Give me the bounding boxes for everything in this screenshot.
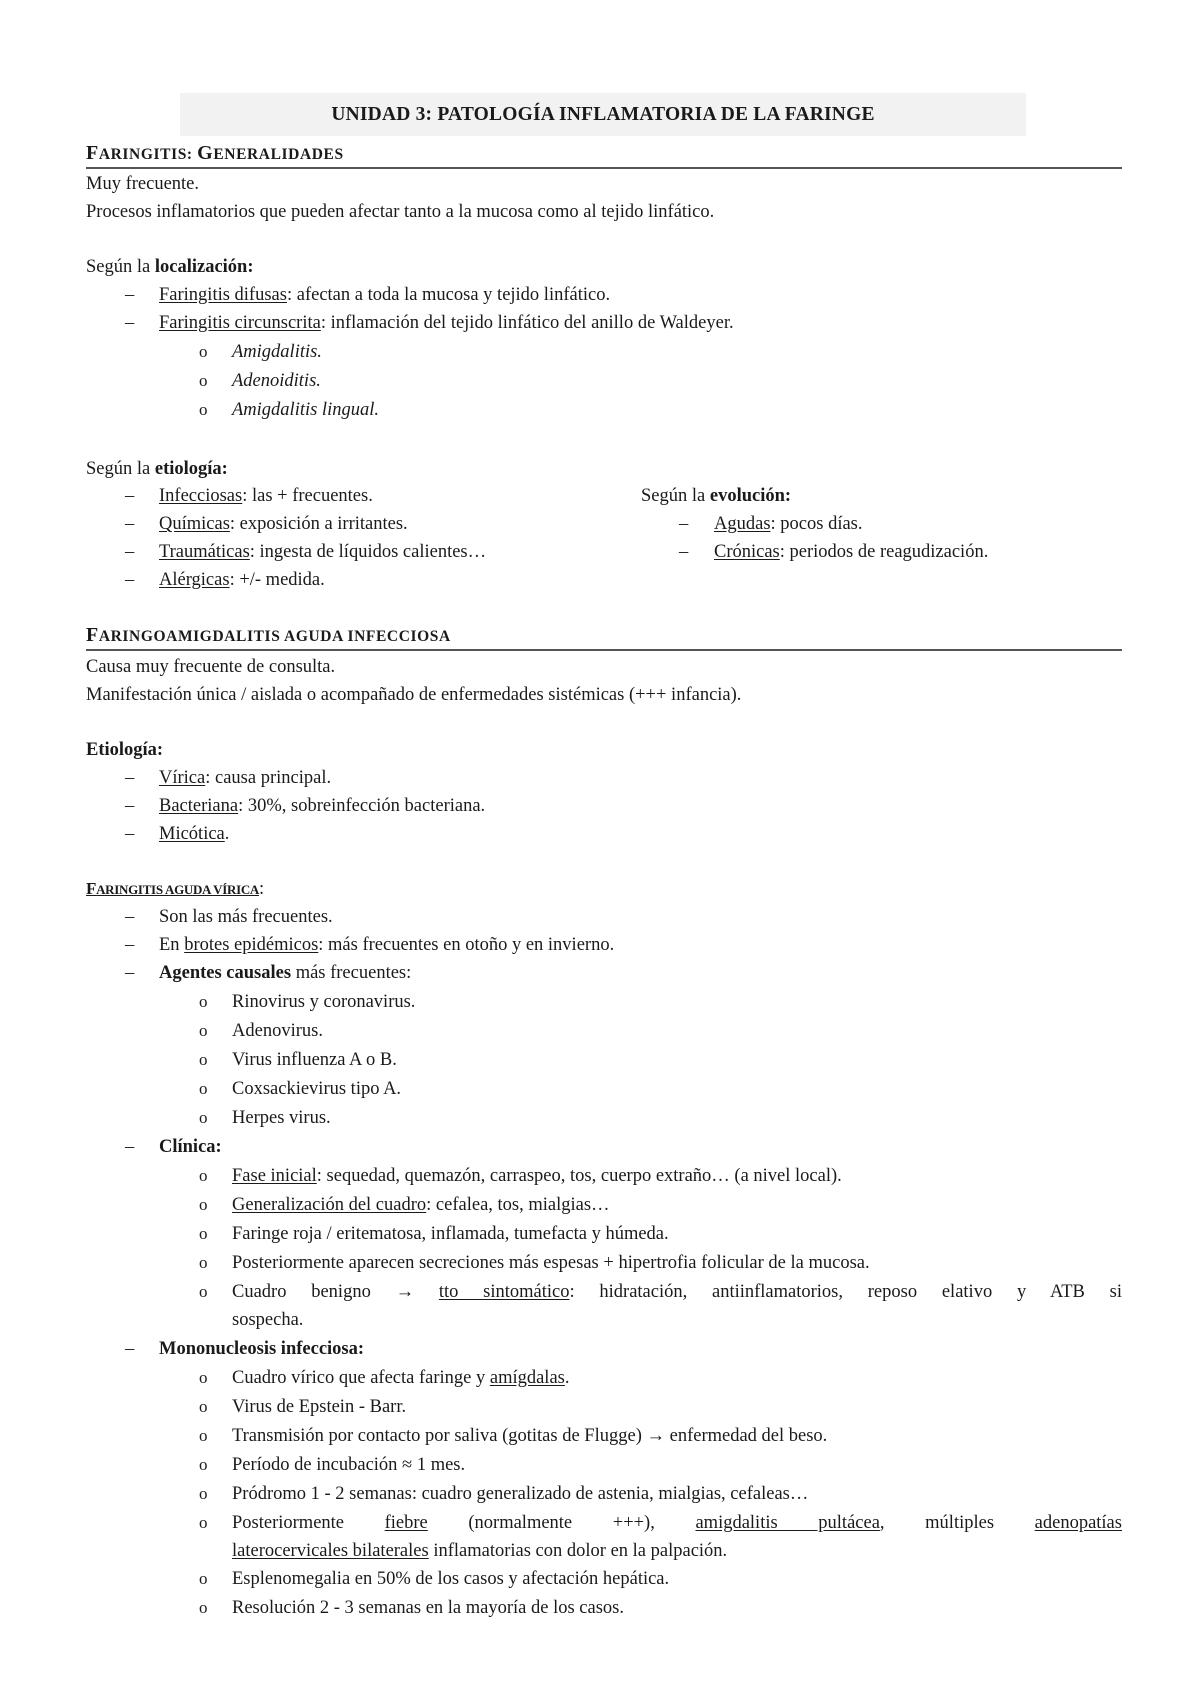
list-item: Transmisión por contacto por saliva (gotitas de Flugge) → enfermedad del beso. xyxy=(232,1426,828,1446)
list-item: – xyxy=(125,1137,135,1157)
list-item: – xyxy=(125,486,135,506)
list-item: Bacteriana: 30%, sobreinfección bacteriana. xyxy=(159,796,486,816)
list-item: Generalización del cuadro: cefalea, tos, mialgias… xyxy=(232,1195,610,1215)
list-item: – xyxy=(125,570,135,590)
list-item: Faringitis difusas: afectan a toda la mucosa y tejido linfático. xyxy=(159,285,611,305)
list-item: Amigdalitis. xyxy=(232,342,322,362)
list-item: Químicas: exposición a irritantes. xyxy=(159,514,408,534)
paragraph: Manifestación única / aislada o acompañado de enfermedades sistémicas (+++ infancia). xyxy=(86,685,742,705)
list-item: – xyxy=(125,313,135,333)
list-item: Infecciosas: las + frecuentes. xyxy=(159,486,373,506)
list-item: Faringitis circunscrita: inflamación del tejido linfático del anillo de Waldeyer. xyxy=(159,313,734,333)
list-item: – xyxy=(125,514,135,534)
list-item: Resolución 2 - 3 semanas en la mayoría de los casos. xyxy=(232,1598,624,1618)
list-item: Alérgicas: +/- medida. xyxy=(159,570,325,590)
list-item: Pródromo 1 - 2 semanas: cuadro generalizado de astenia, mialgias, cefaleas… xyxy=(232,1484,809,1504)
list-item: – xyxy=(125,907,135,927)
list-item: – xyxy=(125,824,135,844)
mononucleosis-label: Mononucleosis infecciosa: xyxy=(159,1339,365,1359)
list-item: – xyxy=(679,542,689,562)
list-item: Virus influenza A o B. xyxy=(232,1050,397,1070)
list-item: – xyxy=(679,514,689,534)
list-item: – xyxy=(125,1339,135,1359)
list-item: Cuadro vírico que afecta faringe y amígdalas. xyxy=(232,1368,570,1388)
list-item: – xyxy=(125,935,135,955)
list-item: Crónicas: periodos de reagudización. xyxy=(714,542,989,562)
list-item: Agentes causales más frecuentes: xyxy=(159,963,412,983)
list-item: En brotes epidémicos: más frecuentes en otoño y en invierno. xyxy=(159,935,615,955)
paragraph: Procesos inflamatorios que pueden afectar tanto a la mucosa como al tejido linfático. xyxy=(86,202,715,222)
list-item: Traumáticas: ingesta de líquidos calientes… xyxy=(159,542,487,562)
list-item: Posteriormente fiebre (normalmente +++), amigdalitis pultácea, múltiples adenopatías xyxy=(232,1513,1122,1533)
list-item: Coxsackievirus tipo A. xyxy=(232,1079,402,1099)
list-item: Adenoiditis. xyxy=(232,371,321,391)
list-item-continuation: sospecha. xyxy=(232,1310,304,1330)
section-heading-faringitis: FARINGITIS: GENERALIDADES xyxy=(86,142,1122,169)
list-item-continuation: laterocervicales bilaterales inflamatorias con dolor en la palpación. xyxy=(232,1541,728,1561)
etiologia-label: Etiología: xyxy=(86,740,164,760)
etiologia-label: Según la etiología: xyxy=(86,459,228,479)
clinica-label: Clínica: xyxy=(159,1137,222,1157)
list-item: Posteriormente aparecen secreciones más espesas + hipertrofia folicular de la mucosa. xyxy=(232,1253,870,1273)
list-item: Virus de Epstein - Barr. xyxy=(232,1397,407,1417)
list-item: Adenovirus. xyxy=(232,1021,323,1041)
list-item: Son las más frecuentes. xyxy=(159,907,333,927)
paragraph: Muy frecuente. xyxy=(86,174,200,194)
list-item: – xyxy=(125,285,135,305)
list-item: – xyxy=(125,542,135,562)
list-item: Micótica. xyxy=(159,824,230,844)
list-item: – xyxy=(125,768,135,788)
section-heading-faringoamigdalitis: FARINGOAMIGDALITIS AGUDA INFECCIOSA xyxy=(86,624,1122,651)
list-item: Amigdalitis lingual. xyxy=(232,400,379,420)
list-item: Esplenomegalia en 50% de los casos y afectación hepática. xyxy=(232,1569,670,1589)
page-title: UNIDAD 3: PATOLOGÍA INFLAMATORIA DE LA FARINGE xyxy=(180,93,1026,136)
paragraph: Causa muy frecuente de consulta. xyxy=(86,657,336,677)
list-item: Vírica: causa principal. xyxy=(159,768,332,788)
list-item: – xyxy=(125,963,135,983)
list-item: Herpes virus. xyxy=(232,1108,331,1128)
list-item: Fase inicial: sequedad, quemazón, carraspeo, tos, cuerpo extraño… (a nivel local). xyxy=(232,1166,842,1186)
list-item: Agudas: pocos días. xyxy=(714,514,863,534)
list-item: Cuadro benigno → tto sintomático: hidratación, antiinflamatorios, reposo elativo y ATB si xyxy=(232,1282,1123,1302)
list-item: Rinovirus y coronavirus. xyxy=(232,992,416,1012)
localizacion-label: Según la localización: xyxy=(86,257,254,277)
list-item: Período de incubación ≈ 1 mes. xyxy=(232,1455,466,1475)
evolucion-label: Según la evolución: xyxy=(641,486,792,506)
list-item: – xyxy=(125,796,135,816)
list-item: Faringe roja / eritematosa, inflamada, tumefacta y húmeda. xyxy=(232,1224,669,1244)
subsection-heading-faringitis-aguda-virica: FARINGITIS AGUDA VÍRICA: xyxy=(86,879,265,899)
